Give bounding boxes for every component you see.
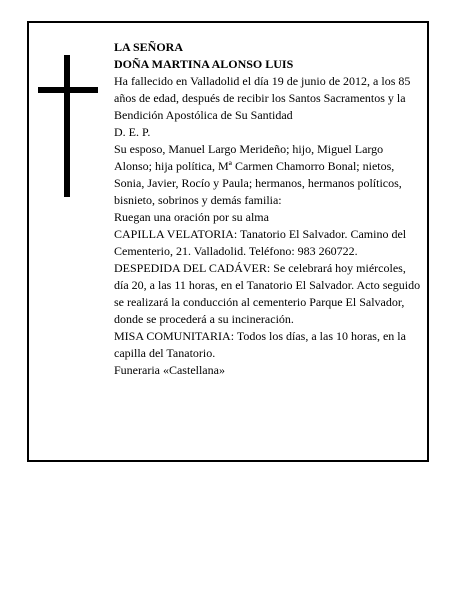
death-announcement: Ha fallecido en Valladolid el día 19 de junio de 2012, a los 85 años de edad, después de recibir los Santos Sacramentos y la Bendición Apostólica de Su Santidad bbox=[114, 74, 411, 122]
obituary-text bbox=[114, 39, 422, 379]
latin-cross-icon bbox=[38, 55, 98, 197]
cross-vertical-bar bbox=[64, 55, 70, 197]
dep-line: D. E. P. bbox=[114, 125, 151, 139]
family-list: Su esposo, Manuel Largo Merideño; hijo, Miguel Largo Alonso; hija política, Mª Carmen Chamorro Bonal; nietos, Sonia, Javier, Rocío y Paula; hermanos, hermanos políticos, bisnieto, sobrinos y demás familia: bbox=[114, 142, 402, 207]
mass-info: MISA COMUNITARIA: Todos los días, a las 10 horas, en la capilla del Tanatorio. bbox=[114, 329, 406, 360]
farewell-info: DESPEDIDA DEL CADÁVER: Se celebrará hoy miércoles, día 20, a las 11 horas, en el Tanatorio El Salvador. Acto seguido se realizará la conducción al cementerio Parque El Salvador, donde se procederá a su incineración. bbox=[114, 261, 421, 326]
deceased-name: DOÑA MARTINA ALONSO LUIS bbox=[114, 57, 294, 71]
prayer-request: Ruegan una oración por su alma bbox=[114, 210, 269, 224]
funeral-home: Funeraria «Castellana» bbox=[114, 363, 225, 377]
chapel-info: CAPILLA VELATORIA: Tanatorio El Salvador. Camino del Cementerio, 21. Valladolid. Teléfono: 983 260722. bbox=[114, 227, 407, 258]
heading-title: LA SEÑORA bbox=[114, 40, 184, 54]
cross-horizontal-bar bbox=[38, 87, 98, 93]
